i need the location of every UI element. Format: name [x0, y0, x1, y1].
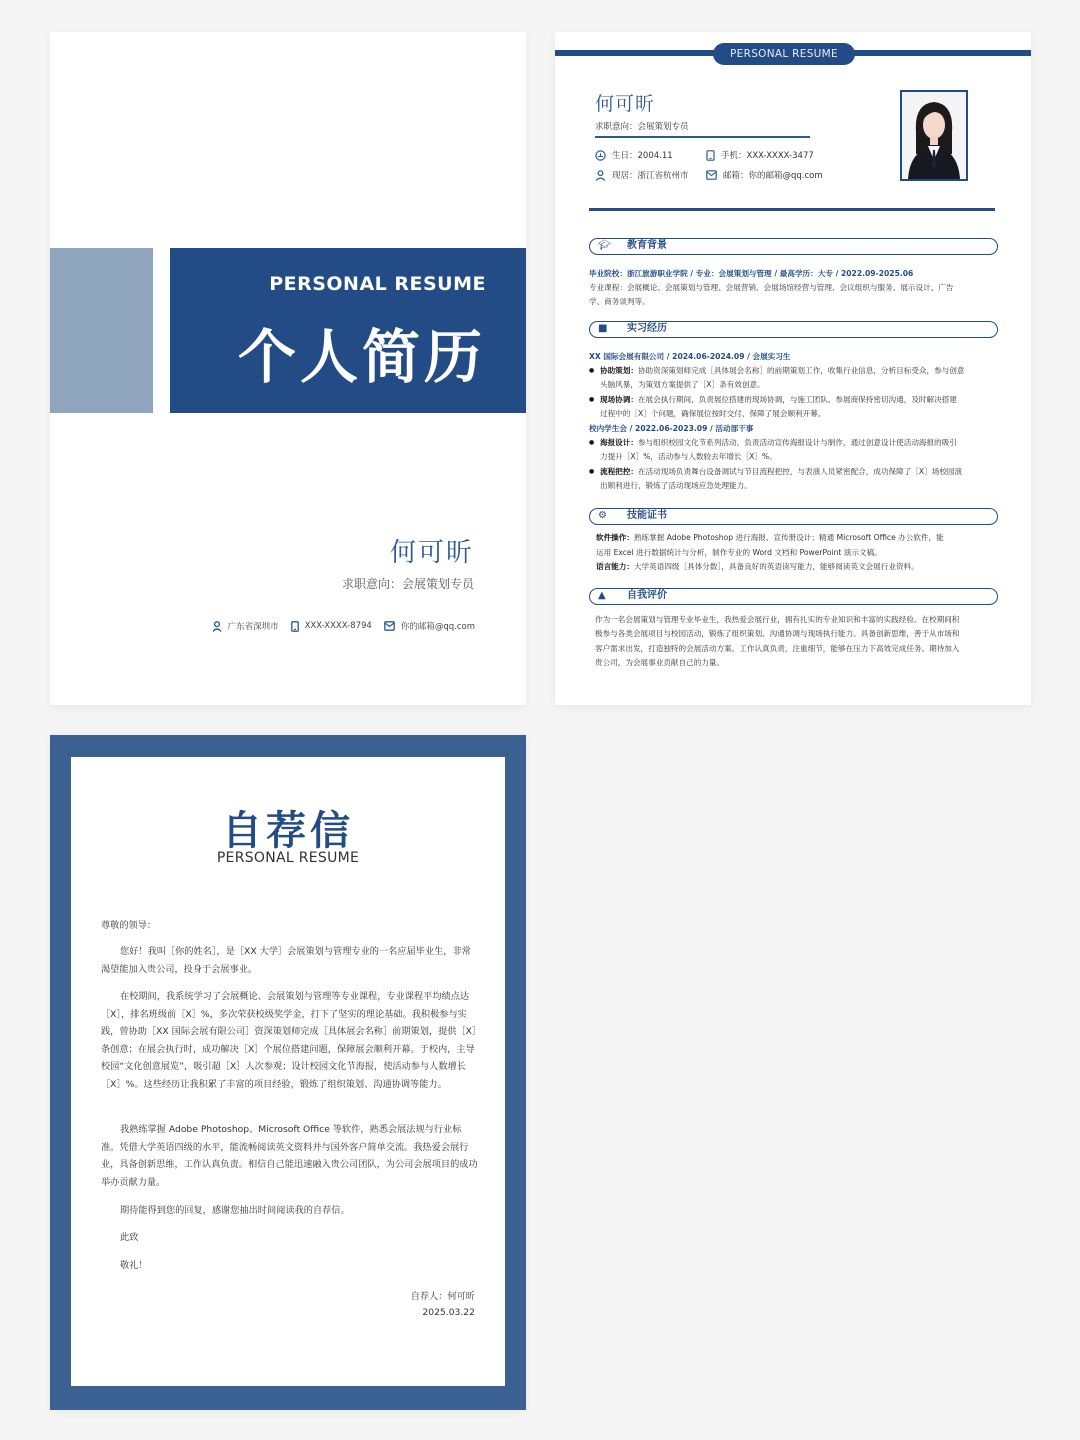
resume-intent: 求职意向：会展策划专员 [595, 122, 689, 132]
resume-name: 何可昕 [595, 93, 656, 115]
letter-signature: 自荐人：何可昕 [410, 1291, 475, 1302]
mail-icon [384, 621, 395, 631]
resume-residence [595, 169, 689, 181]
job-bullet: ● 现场协调：在展会执行期间，负责展位搭建的现场协调，与施工团队、参展商保持密切沟通，及时解决搭建 [589, 393, 1001, 408]
resume-email-text: 邮箱：你的邮箱@qq.com [723, 171, 823, 181]
letter-paragraph: 您好！我叫［你的姓名］，是［XX 大学］会展策划与管理专业的一名应届毕业生，非常渴望能加入贵公司，投身于会展事业。 [101, 946, 471, 975]
cover-contact-location [212, 620, 279, 632]
user-icon: ▲ [598, 590, 606, 601]
section-evaluation [589, 588, 998, 605]
job-bullet: ● 流程把控：在活动现场负责舞台设备调试与节目流程把控，与表演人员紧密配合，成功保障了［X］场校园演 [589, 465, 1001, 480]
cover-cn-title: 个人简历 [237, 323, 486, 391]
resume-name-underline [595, 136, 810, 138]
cover-title-block [170, 248, 526, 413]
letter-greeting: 尊敬的领导： [101, 920, 157, 931]
phone-icon [291, 621, 299, 632]
cover-contacts [212, 620, 475, 632]
cake-icon [595, 150, 606, 161]
letter-paragraph: 我熟练掌握 Adobe Photoshop、Microsoft Office 等软件，熟悉会展法规与行业标准。凭借大学英语四级的水平，能流畅阅读英文资料并与国外客户简单交流。我热爱会展行业，具备创新思维，工作认真负责。相信自己能迅速融入贵公司团队，为公司会展项目的成功举办贡献力量。 [101, 1124, 478, 1188]
letter-closing: 敬礼！ [120, 1260, 148, 1271]
section-education [589, 238, 998, 255]
resume-page [555, 32, 1031, 705]
cover-contact-phone [291, 621, 372, 632]
job-header: XX 国际会展有限公司 / 2024.06-2024.09 / 会展实习生 [589, 352, 791, 361]
section-title: 技能证书 [627, 510, 667, 521]
letter-date: 2025.03.22 [422, 1307, 475, 1318]
cover-letter-page [50, 735, 526, 1410]
education-courses: 专业课程：会展概论、会展策划与管理、会展营销、会展场馆经营与管理、会议组织与服务、展示设计、广告 [589, 283, 954, 292]
cover-intent: 求职意向：会展策划专员 [341, 577, 474, 591]
letter-paragraph: 期待能得到您的回复，感谢您抽出时间阅读我的自荐信。 [120, 1205, 350, 1216]
phone-icon [706, 150, 715, 161]
evaluation-text: 极参与各类会展项目与校园活动，锻炼了组织策划、沟通协调与现场执行能力。具备创新思维，善于从市场和 [595, 629, 960, 638]
section-title: 实习经历 [627, 323, 667, 334]
resume-header-divider [589, 208, 995, 211]
cover-contact-mail [384, 620, 475, 632]
profile-photo [900, 90, 968, 181]
briefcase-icon: ■ [598, 323, 608, 334]
section-skills [589, 508, 998, 525]
job-bullet-cont: 力提升［X］%，活动参与人数较去年增长［X］%。 [600, 452, 777, 461]
letter-subtitle: PERSONAL RESUME [216, 850, 360, 866]
resume-phone [706, 149, 814, 161]
education-courses: 学、商务谈判等。 [589, 297, 650, 306]
cover-en-title: PERSONAL RESUME [269, 273, 486, 295]
letter-body [71, 757, 505, 1386]
resume-birthday [595, 149, 673, 161]
person-icon [595, 170, 606, 181]
resume-phone-text: 手机：XXX-XXXX-3477 [721, 151, 814, 161]
evaluation-text: 客户需求出发，打造独特的会展活动方案。工作认真负责，注重细节，能够在压力下高效完成任务。期待加入 [595, 644, 960, 653]
job-bullet: ● 海报设计：参与组织校园文化节系列活动，负责活动宣传海报设计与制作，通过创意设计使活动海报的吸引 [589, 436, 1001, 451]
cover-side-block [50, 248, 153, 413]
skill-line: 运用 Excel 进行数据统计与分析，制作专业的 Word 文档和 PowerPoint 演示文稿。 [596, 548, 882, 557]
cover-contact-text: XXX-XXXX-8794 [304, 621, 372, 631]
letter-paragraph: 在校期间，我系统学习了会展概论、会展策划与管理等专业课程，专业课程平均绩点达［X］，排名班级前［X］%，多次荣获校级奖学金，打下了坚实的理论基础。我积极参与实践，曾协助［XX 国际会展有限公司］资深策划师完成［具体展会名称］前期策划，提供［X］条创意；在展会执行时，成功解决［X］个展位搭建问题，保障展会顺利开幕。于校内，主导校园“文化创意展览”，吸引超［X］人次参观；设计校园文化节海报，使活动参与人数增长［X］%。这些经历让我积累了丰富的项目经验，锻炼了组织策划、沟通协调等能力。 [101, 991, 477, 1090]
job-bullet-cont: 头脑风暴，为策划方案提供了［X］条有效创意。 [600, 380, 765, 389]
cover-contact-text: 广东省深圳市 [227, 622, 279, 632]
job-header: 校内学生会 / 2022.06-2023.09 / 活动部干事 [589, 424, 754, 433]
cover-page [50, 32, 526, 705]
resume-top-tab: PERSONAL RESUME [713, 43, 855, 65]
section-title: 教育背景 [627, 240, 667, 251]
section-title: 自我评价 [627, 590, 667, 601]
resume-birthday-text: 生日：2004.11 [612, 151, 673, 161]
location-icon [212, 621, 222, 632]
resume-email [706, 169, 823, 181]
resume-residence-text: 现居：浙江省杭州市 [612, 171, 689, 181]
graduation-cap-icon: 🎓︎ [598, 240, 611, 251]
job-bullet-cont: 过程中的［X］个问题，确保展位按时交付，保障了展会顺利开幕。 [600, 409, 826, 418]
job-bullet-cont: 出顺利进行，锻炼了活动现场应急处理能力。 [600, 481, 752, 490]
mail-icon [706, 170, 717, 180]
gear-icon: ⚙ [598, 510, 607, 521]
education-line: 毕业院校：浙江旅游职业学院 / 专业：会展策划与管理 / 最高学历：大专 / 2022.09-2025.06 [589, 269, 914, 278]
skill-line: 语言能力：大学英语四级［具体分数］，具备良好的英语读写能力，能够阅读英文会展行业资料。 [596, 562, 919, 571]
evaluation-text: 贵公司，为会展事业贡献自己的力量。 [595, 658, 725, 667]
skill-line: 软件操作：熟练掌握 Adobe Photoshop 进行海报、宣传册设计；精通 Microsoft Office 办公软件，能 [596, 533, 944, 542]
section-internship [589, 321, 998, 338]
evaluation-text: 作为一名会展策划与管理专业毕业生，我热爱会展行业，拥有扎实的专业知识和丰富的实践经验。在校期间积 [595, 615, 960, 624]
job-bullet: ● 协助策划：协助资深策划师完成［具体展会名称］的前期策划工作，收集行业信息，分析目标受众，参与创意 [589, 364, 1001, 379]
letter-closing: 此致 [120, 1232, 139, 1243]
letter-title: 自荐信 [222, 808, 354, 854]
cover-name: 何可昕 [389, 538, 474, 568]
cover-contact-text: 你的邮箱@qq.com [400, 622, 475, 632]
